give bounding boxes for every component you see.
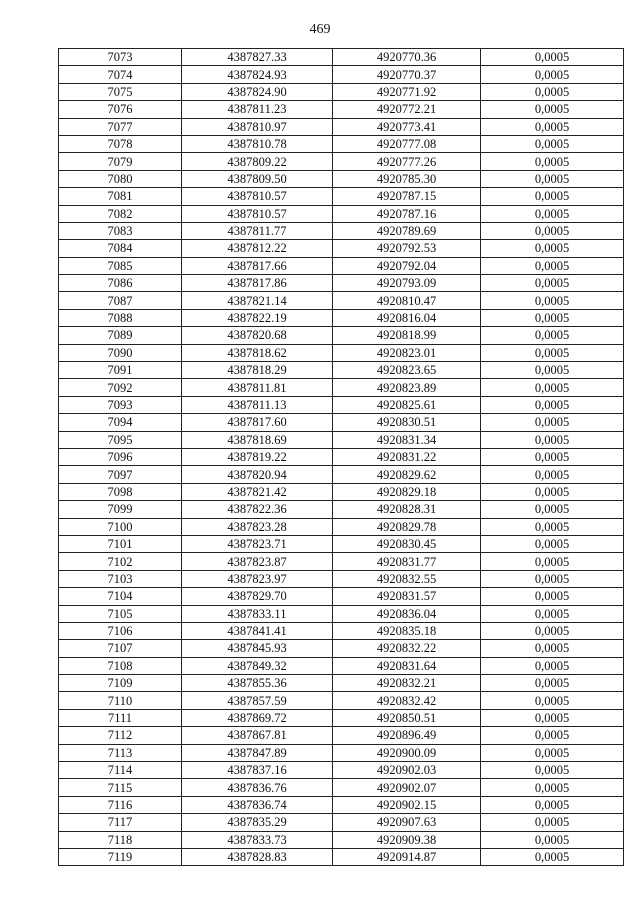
table-row [59, 831, 624, 848]
x-coordinate-cell: 4387828.83 [182, 848, 333, 865]
y-coordinate-cell: 4920810.47 [333, 292, 481, 309]
point-number-cell: 7084 [59, 240, 182, 257]
y-coordinate-cell: 4920902.03 [333, 762, 481, 779]
x-coordinate-cell: 4387841.41 [182, 622, 333, 639]
table-row [59, 327, 624, 344]
y-coordinate-cell: 4920823.89 [333, 379, 481, 396]
table-row [59, 118, 624, 135]
table-row [59, 309, 624, 326]
x-coordinate-cell: 4387811.77 [182, 222, 333, 239]
value-cell: 0,0005 [481, 170, 624, 187]
point-number-cell: 7090 [59, 344, 182, 361]
x-coordinate-cell: 4387821.14 [182, 292, 333, 309]
point-number-cell: 7096 [59, 448, 182, 465]
y-coordinate-cell: 4920831.64 [333, 657, 481, 674]
y-coordinate-cell: 4920823.65 [333, 362, 481, 379]
point-number-cell: 7078 [59, 135, 182, 152]
x-coordinate-cell: 4387849.32 [182, 657, 333, 674]
x-coordinate-cell: 4387835.29 [182, 814, 333, 831]
x-coordinate-cell: 4387810.78 [182, 135, 333, 152]
x-coordinate-cell: 4387823.71 [182, 535, 333, 552]
y-coordinate-cell: 4920902.07 [333, 779, 481, 796]
table-row [59, 553, 624, 570]
x-coordinate-cell: 4387820.68 [182, 327, 333, 344]
y-coordinate-cell: 4920816.04 [333, 309, 481, 326]
y-coordinate-cell: 4920789.69 [333, 222, 481, 239]
point-number-cell: 7119 [59, 848, 182, 865]
x-coordinate-cell: 4387823.87 [182, 553, 333, 570]
x-coordinate-cell: 4387820.94 [182, 466, 333, 483]
value-cell: 0,0005 [481, 188, 624, 205]
value-cell: 0,0005 [481, 814, 624, 831]
point-number-cell: 7105 [59, 605, 182, 622]
y-coordinate-cell: 4920900.09 [333, 744, 481, 761]
table-row [59, 292, 624, 309]
point-number-cell: 7094 [59, 414, 182, 431]
x-coordinate-cell: 4387836.76 [182, 779, 333, 796]
x-coordinate-cell: 4387810.57 [182, 188, 333, 205]
table-row [59, 588, 624, 605]
y-coordinate-cell: 4920785.30 [333, 170, 481, 187]
y-coordinate-cell: 4920792.04 [333, 257, 481, 274]
y-coordinate-cell: 4920831.22 [333, 448, 481, 465]
y-coordinate-cell: 4920777.08 [333, 135, 481, 152]
point-number-cell: 7116 [59, 796, 182, 813]
y-coordinate-cell: 4920831.34 [333, 431, 481, 448]
value-cell: 0,0005 [481, 292, 624, 309]
table-row [59, 448, 624, 465]
x-coordinate-cell: 4387869.72 [182, 709, 333, 726]
value-cell: 0,0005 [481, 431, 624, 448]
value-cell: 0,0005 [481, 622, 624, 639]
y-coordinate-cell: 4920835.18 [333, 622, 481, 639]
point-number-cell: 7109 [59, 675, 182, 692]
x-coordinate-cell: 4387821.42 [182, 483, 333, 500]
x-coordinate-cell: 4387810.57 [182, 205, 333, 222]
table-row [59, 170, 624, 187]
point-number-cell: 7082 [59, 205, 182, 222]
x-coordinate-cell: 4387818.62 [182, 344, 333, 361]
table-row [59, 483, 624, 500]
point-number-cell: 7083 [59, 222, 182, 239]
point-number-cell: 7093 [59, 396, 182, 413]
point-number-cell: 7102 [59, 553, 182, 570]
value-cell: 0,0005 [481, 309, 624, 326]
point-number-cell: 7114 [59, 762, 182, 779]
point-number-cell: 7098 [59, 483, 182, 500]
table-row [59, 727, 624, 744]
table-row [59, 101, 624, 118]
table-row [59, 744, 624, 761]
table-row [59, 657, 624, 674]
y-coordinate-cell: 4920792.53 [333, 240, 481, 257]
point-number-cell: 7087 [59, 292, 182, 309]
x-coordinate-cell: 4387822.36 [182, 501, 333, 518]
value-cell: 0,0005 [481, 553, 624, 570]
x-coordinate-cell: 4387847.89 [182, 744, 333, 761]
table-row [59, 535, 624, 552]
value-cell: 0,0005 [481, 692, 624, 709]
value-cell: 0,0005 [481, 275, 624, 292]
x-coordinate-cell: 4387833.73 [182, 831, 333, 848]
value-cell: 0,0005 [481, 796, 624, 813]
x-coordinate-cell: 4387818.69 [182, 431, 333, 448]
point-number-cell: 7074 [59, 66, 182, 83]
point-number-cell: 7088 [59, 309, 182, 326]
x-coordinate-cell: 4387817.86 [182, 275, 333, 292]
value-cell: 0,0005 [481, 657, 624, 674]
y-coordinate-cell: 4920907.63 [333, 814, 481, 831]
table-row [59, 83, 624, 100]
point-number-cell: 7111 [59, 709, 182, 726]
point-number-cell: 7076 [59, 101, 182, 118]
table-row [59, 518, 624, 535]
x-coordinate-cell: 4387836.74 [182, 796, 333, 813]
page-number: 469 [309, 22, 331, 37]
y-coordinate-cell: 4920832.22 [333, 640, 481, 657]
x-coordinate-cell: 4387845.93 [182, 640, 333, 657]
table-row [59, 605, 624, 622]
table-row [59, 222, 624, 239]
table-row [59, 814, 624, 831]
point-number-cell: 7086 [59, 275, 182, 292]
value-cell: 0,0005 [481, 396, 624, 413]
x-coordinate-cell: 4387817.66 [182, 257, 333, 274]
value-cell: 0,0005 [481, 205, 624, 222]
point-number-cell: 7100 [59, 518, 182, 535]
value-cell: 0,0005 [481, 83, 624, 100]
coordinates-table-body [59, 49, 624, 866]
table-row [59, 153, 624, 170]
table-row [59, 49, 624, 66]
y-coordinate-cell: 4920787.15 [333, 188, 481, 205]
value-cell: 0,0005 [481, 118, 624, 135]
x-coordinate-cell: 4387811.13 [182, 396, 333, 413]
y-coordinate-cell: 4920825.61 [333, 396, 481, 413]
value-cell: 0,0005 [481, 49, 624, 66]
value-cell: 0,0005 [481, 135, 624, 152]
value-cell: 0,0005 [481, 101, 624, 118]
value-cell: 0,0005 [481, 535, 624, 552]
y-coordinate-cell: 4920831.77 [333, 553, 481, 570]
x-coordinate-cell: 4387817.60 [182, 414, 333, 431]
value-cell: 0,0005 [481, 831, 624, 848]
value-cell: 0,0005 [481, 588, 624, 605]
value-cell: 0,0005 [481, 640, 624, 657]
x-coordinate-cell: 4387827.33 [182, 49, 333, 66]
value-cell: 0,0005 [481, 466, 624, 483]
x-coordinate-cell: 4387857.59 [182, 692, 333, 709]
value-cell: 0,0005 [481, 379, 624, 396]
table-row [59, 779, 624, 796]
table-row [59, 344, 624, 361]
x-coordinate-cell: 4387837.16 [182, 762, 333, 779]
table-row [59, 66, 624, 83]
y-coordinate-cell: 4920770.37 [333, 66, 481, 83]
point-number-cell: 7101 [59, 535, 182, 552]
value-cell: 0,0005 [481, 327, 624, 344]
y-coordinate-cell: 4920829.18 [333, 483, 481, 500]
point-number-cell: 7106 [59, 622, 182, 639]
x-coordinate-cell: 4387822.19 [182, 309, 333, 326]
x-coordinate-cell: 4387867.81 [182, 727, 333, 744]
point-number-cell: 7107 [59, 640, 182, 657]
table-row [59, 675, 624, 692]
value-cell: 0,0005 [481, 762, 624, 779]
x-coordinate-cell: 4387809.22 [182, 153, 333, 170]
value-cell: 0,0005 [481, 222, 624, 239]
point-number-cell: 7095 [59, 431, 182, 448]
value-cell: 0,0005 [481, 362, 624, 379]
y-coordinate-cell: 4920830.45 [333, 535, 481, 552]
x-coordinate-cell: 4387833.11 [182, 605, 333, 622]
point-number-cell: 7118 [59, 831, 182, 848]
table-row [59, 709, 624, 726]
x-coordinate-cell: 4387823.28 [182, 518, 333, 535]
point-number-cell: 7104 [59, 588, 182, 605]
y-coordinate-cell: 4920772.21 [333, 101, 481, 118]
table-row [59, 570, 624, 587]
y-coordinate-cell: 4920832.21 [333, 675, 481, 692]
table-row [59, 188, 624, 205]
value-cell: 0,0005 [481, 66, 624, 83]
y-coordinate-cell: 4920909.38 [333, 831, 481, 848]
x-coordinate-cell: 4387811.23 [182, 101, 333, 118]
y-coordinate-cell: 4920793.09 [333, 275, 481, 292]
table-row [59, 275, 624, 292]
y-coordinate-cell: 4920777.26 [333, 153, 481, 170]
point-number-cell: 7080 [59, 170, 182, 187]
y-coordinate-cell: 4920831.57 [333, 588, 481, 605]
point-number-cell: 7108 [59, 657, 182, 674]
point-number-cell: 7099 [59, 501, 182, 518]
y-coordinate-cell: 4920829.62 [333, 466, 481, 483]
point-number-cell: 7075 [59, 83, 182, 100]
value-cell: 0,0005 [481, 675, 624, 692]
value-cell: 0,0005 [481, 605, 624, 622]
table-row [59, 257, 624, 274]
point-number-cell: 7091 [59, 362, 182, 379]
value-cell: 0,0005 [481, 483, 624, 500]
point-number-cell: 7089 [59, 327, 182, 344]
point-number-cell: 7079 [59, 153, 182, 170]
value-cell: 0,0005 [481, 501, 624, 518]
value-cell: 0,0005 [481, 344, 624, 361]
y-coordinate-cell: 4920771.92 [333, 83, 481, 100]
y-coordinate-cell: 4920914.87 [333, 848, 481, 865]
y-coordinate-cell: 4920818.99 [333, 327, 481, 344]
value-cell: 0,0005 [481, 727, 624, 744]
point-number-cell: 7085 [59, 257, 182, 274]
x-coordinate-cell: 4387818.29 [182, 362, 333, 379]
table-row [59, 762, 624, 779]
value-cell: 0,0005 [481, 848, 624, 865]
table-row [59, 622, 624, 639]
point-number-cell: 7112 [59, 727, 182, 744]
y-coordinate-cell: 4920773.41 [333, 118, 481, 135]
point-number-cell: 7073 [59, 49, 182, 66]
y-coordinate-cell: 4920787.16 [333, 205, 481, 222]
point-number-cell: 7092 [59, 379, 182, 396]
value-cell: 0,0005 [481, 744, 624, 761]
value-cell: 0,0005 [481, 779, 624, 796]
y-coordinate-cell: 4920850.51 [333, 709, 481, 726]
table-row [59, 692, 624, 709]
y-coordinate-cell: 4920832.55 [333, 570, 481, 587]
value-cell: 0,0005 [481, 518, 624, 535]
x-coordinate-cell: 4387811.81 [182, 379, 333, 396]
x-coordinate-cell: 4387855.36 [182, 675, 333, 692]
point-number-cell: 7077 [59, 118, 182, 135]
point-number-cell: 7115 [59, 779, 182, 796]
table-row [59, 135, 624, 152]
point-number-cell: 7113 [59, 744, 182, 761]
y-coordinate-cell: 4920836.04 [333, 605, 481, 622]
y-coordinate-cell: 4920770.36 [333, 49, 481, 66]
value-cell: 0,0005 [481, 414, 624, 431]
table-row [59, 362, 624, 379]
x-coordinate-cell: 4387819.22 [182, 448, 333, 465]
y-coordinate-cell: 4920828.31 [333, 501, 481, 518]
y-coordinate-cell: 4920830.51 [333, 414, 481, 431]
value-cell: 0,0005 [481, 240, 624, 257]
x-coordinate-cell: 4387809.50 [182, 170, 333, 187]
table-row [59, 848, 624, 865]
y-coordinate-cell: 4920902.15 [333, 796, 481, 813]
point-number-cell: 7081 [59, 188, 182, 205]
table-row [59, 414, 624, 431]
value-cell: 0,0005 [481, 448, 624, 465]
point-number-cell: 7110 [59, 692, 182, 709]
table-row [59, 240, 624, 257]
x-coordinate-cell: 4387829.70 [182, 588, 333, 605]
y-coordinate-cell: 4920823.01 [333, 344, 481, 361]
table-row [59, 796, 624, 813]
table-row [59, 431, 624, 448]
y-coordinate-cell: 4920896.49 [333, 727, 481, 744]
value-cell: 0,0005 [481, 709, 624, 726]
value-cell: 0,0005 [481, 153, 624, 170]
x-coordinate-cell: 4387824.90 [182, 83, 333, 100]
table-row [59, 501, 624, 518]
y-coordinate-cell: 4920829.78 [333, 518, 481, 535]
table-row [59, 466, 624, 483]
table-row [59, 379, 624, 396]
value-cell: 0,0005 [481, 257, 624, 274]
y-coordinate-cell: 4920832.42 [333, 692, 481, 709]
coordinates-table [58, 48, 624, 866]
x-coordinate-cell: 4387812.22 [182, 240, 333, 257]
table-row [59, 205, 624, 222]
x-coordinate-cell: 4387824.93 [182, 66, 333, 83]
value-cell: 0,0005 [481, 570, 624, 587]
table-row [59, 640, 624, 657]
point-number-cell: 7117 [59, 814, 182, 831]
table-row [59, 396, 624, 413]
point-number-cell: 7097 [59, 466, 182, 483]
x-coordinate-cell: 4387823.97 [182, 570, 333, 587]
x-coordinate-cell: 4387810.97 [182, 118, 333, 135]
point-number-cell: 7103 [59, 570, 182, 587]
